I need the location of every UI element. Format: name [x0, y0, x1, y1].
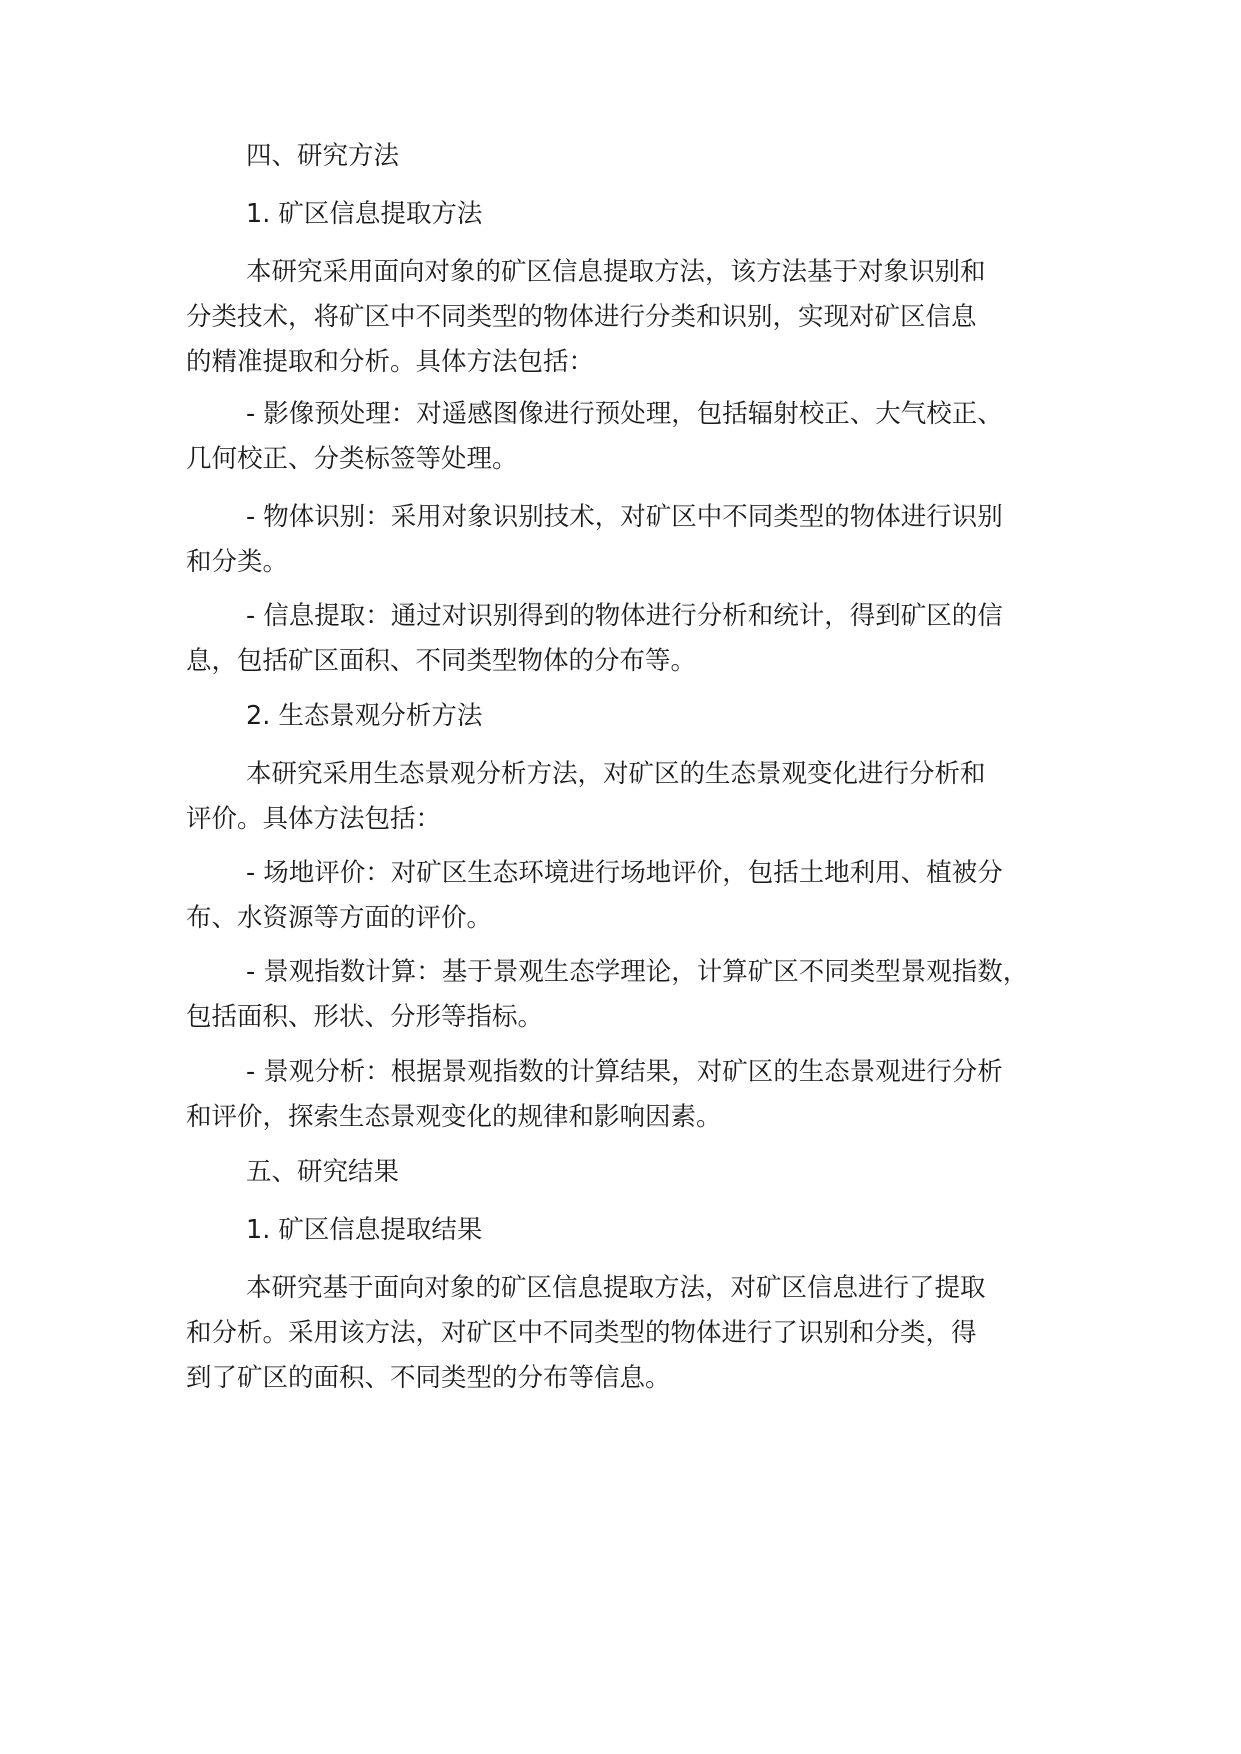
text-line: 五、研究结果 [246, 1157, 400, 1187]
bullet-paragraph [186, 495, 1076, 585]
text-line: 本研究基于面向对象的矿区信息提取方法，对矿区信息进行了提取 [246, 1273, 986, 1303]
text-line: 和分析。采用该方法，对矿区中不同类型的物体进行了识别和分类，得 [186, 1318, 977, 1348]
section-heading [186, 134, 1076, 179]
subsection-heading [186, 192, 1076, 237]
text-line: 本研究采用生态景观分析方法，对矿区的生态景观变化进行分析和 [246, 759, 986, 789]
text-line: - 物体识别：采用对象识别技术，对矿区中不同类型的物体进行识别 [246, 502, 1003, 532]
text-line: - 信息提取：通过对识别得到的物体进行分析和统计，得到矿区的信 [246, 601, 1003, 631]
bullet-paragraph [186, 594, 1076, 684]
text-line: 和评价，探索生态景观变化的规律和影响因素。 [186, 1102, 722, 1132]
text-line: 四、研究方法 [246, 141, 400, 171]
bullet-paragraph [186, 392, 1076, 482]
body-paragraph [186, 250, 1076, 385]
bullet-paragraph [186, 851, 1076, 941]
text-line: 的精准提取和分析。具体方法包括： [186, 347, 595, 377]
text-line: - 影像预处理：对遥感图像进行预处理，包括辐射校正、大气校正、 [246, 399, 1003, 429]
text-line: 和分类。 [186, 547, 289, 577]
subsection-heading [186, 694, 1076, 739]
text-line: 息，包括矿区面积、不同类型物体的分布等。 [186, 646, 697, 676]
text-line: - 景观指数计算：基于景观生态学理论，计算矿区不同类型景观指数， [246, 957, 1029, 987]
text-line: - 场地评价：对矿区生态环境进行场地评价，包括土地利用、植被分 [246, 858, 1003, 888]
text-line: 2. 生态景观分析方法 [246, 701, 483, 731]
body-paragraph [186, 752, 1076, 842]
text-line: 1. 矿区信息提取方法 [246, 199, 483, 229]
text-line: 布、水资源等方面的评价。 [186, 903, 493, 933]
text-line: 包括面积、形状、分形等指标。 [186, 1002, 544, 1032]
text-line: 几何校正、分类标签等处理。 [186, 444, 518, 474]
text-line: 评价。具体方法包括： [186, 804, 442, 834]
body-paragraph [186, 1266, 1076, 1401]
text-line: 分类技术，将矿区中不同类型的物体进行分类和识别，实现对矿区信息 [186, 302, 977, 332]
bullet-paragraph [186, 950, 1076, 1040]
subsection-heading [186, 1208, 1076, 1253]
bullet-paragraph [186, 1050, 1076, 1140]
text-line: 本研究采用面向对象的矿区信息提取方法，该方法基于对象识别和 [246, 257, 986, 287]
text-line: 到了矿区的面积、不同类型的分布等信息。 [186, 1363, 671, 1393]
text-line: 1. 矿区信息提取结果 [246, 1215, 483, 1245]
section-heading [186, 1150, 1076, 1195]
text-line: - 景观分析：根据景观指数的计算结果，对矿区的生态景观进行分析 [246, 1057, 1003, 1087]
